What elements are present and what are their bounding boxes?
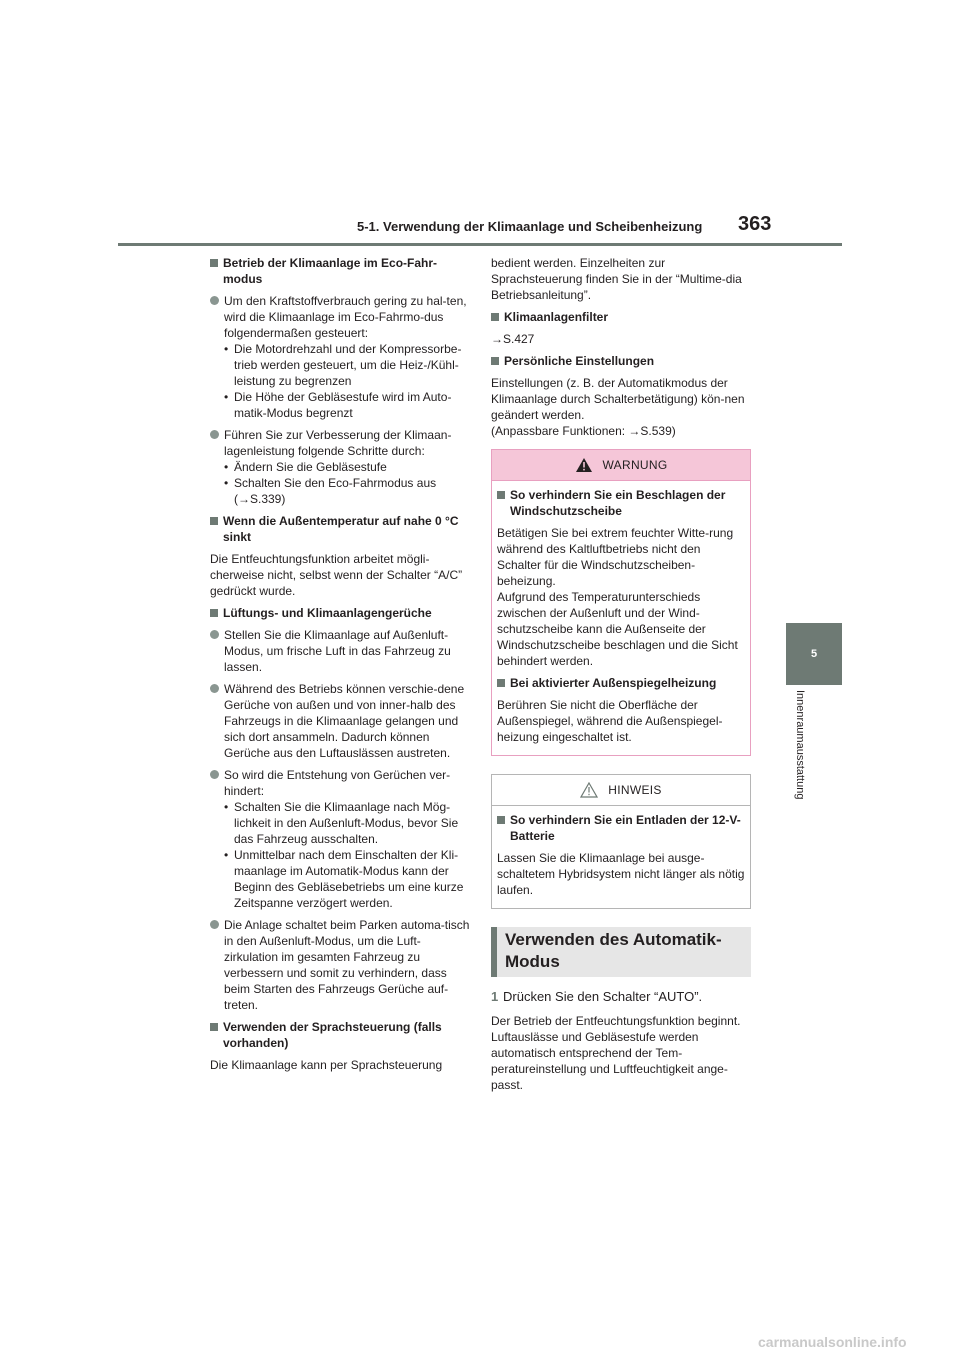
section-title: Verwenden des Automatik-Modus: [491, 927, 751, 977]
section-heading: So verhindern Sie ein Entladen der 12-V-Batterie: [497, 812, 745, 844]
chapter-tab[interactable]: [786, 623, 842, 685]
step-text: Drücken Sie den Schalter “AUTO”.: [503, 989, 703, 1004]
page-number: 363: [738, 213, 772, 235]
section-heading: Wenn die Außentemperatur auf nahe 0 °C sinkt: [210, 513, 472, 545]
bullet-item: Führen Sie zur Verbesserung der Klimaan-lagenleistung folgende Schritte durch: • Ändern Sie die Gebläsestufe • Schalten Sie den Eco-Fahrmodus aus (→S.339): [210, 427, 472, 507]
circle-bullet-icon: [210, 296, 219, 305]
bullet-item: Die Anlage schaltet beim Parken automa-tisch in den Außenluft-Modus, um die Luft-zirkulation im gesamten Fahrzeug zu verbessern und somit zu verhindern, dass beim Starten des Fahrzeugs Gerüche auf-treten.: [210, 917, 472, 1013]
paragraph: Betätigen Sie bei extrem feuchter Witte-rung während des Kaltluftbetriebs nicht den Schalter für die Windschutzscheiben-beheizung.: [497, 526, 734, 588]
section-heading: Persönliche Einstellungen: [491, 353, 751, 369]
step-number: 1: [491, 989, 499, 1004]
paragraph: Lassen Sie die Klimaanlage bei ausge-schaltetem Hybridsystem nicht länger als nötig laufen.: [497, 851, 745, 897]
circle-bullet-icon: [210, 630, 219, 639]
step-item: [491, 989, 751, 1005]
section-heading: Klimaanlagenfilter: [491, 309, 751, 325]
paragraph: Der Betrieb der Entfeuchtungsfunktion beginnt. Luftauslässe und Gebläsestufe werden automatisch entsprechend der Tem-peratureinstellung und Luftfeuchtigkeit ange-passt.: [491, 1014, 741, 1092]
sub-list-item[interactable]: • Schalten Sie den Eco-Fahrmodus aus (→S.339): [224, 476, 437, 506]
bullet-item: Stellen Sie die Klimaanlage auf Außenluft-Modus, um frische Luft in das Fahrzeug zu lassen.: [210, 627, 472, 675]
square-bullet-icon: [497, 491, 505, 499]
page-reference-link[interactable]: →S.427: [491, 332, 535, 346]
warning-title: WARNUNG: [602, 458, 668, 472]
section-heading: Lüftungs- und Klimaanlagengerüche: [210, 605, 472, 621]
chapter-tab-number: 5: [810, 648, 818, 660]
page-reference-link[interactable]: (Anpassbare Funktionen: →S.539): [491, 424, 676, 438]
circle-bullet-icon: [210, 684, 219, 693]
warning-triangle-icon: [575, 457, 593, 473]
sub-list-item: • Die Motordrehzahl und der Kompressorbe-trieb werden gesteuert, um die Heiz-/Kühl-leistung zu begrenzen: [224, 342, 462, 388]
paragraph: bedient werden. Einzelheiten zur Sprachsteuerung finden Sie in der “Multime-dia Betriebsanleitung”.: [491, 256, 742, 302]
square-bullet-icon: [491, 357, 499, 365]
bullet-item: Um den Kraftstoffverbrauch gering zu hal-ten, wird die Klimaanlage im Eco-Fahrmo-dus folgendermaßen gesteuert: • Die Motordrehzahl und der Kompressorbe-trieb werden gesteuert, um die Heiz-/Kühl-leistung zu begrenzen • Die Höhe der Gebläsestufe wird im Auto-matik-Modus begrenzt: [210, 293, 472, 421]
square-bullet-icon: [210, 1023, 218, 1031]
circle-bullet-icon: [210, 920, 219, 929]
warning-box: [491, 449, 751, 756]
chapter-title: 5-1. Verwendung der Klimaanlage und Scheibenheizung: [357, 219, 703, 234]
sub-list-item: • Unmittelbar nach dem Einschalten der Kli-maanlage im Automatik-Modus kann der Beginn des Gebläsebetriebs um eine kurze Zeitspanne verzögert werden.: [224, 848, 464, 910]
sub-list-item: • Schalten Sie die Klimaanlage nach Mög-lichkeit in den Außenluft-Modus, bevor Sie das Fahrzeug ausschalten.: [224, 800, 459, 846]
caution-triangle-icon: [580, 782, 598, 798]
section-heading: Verwenden der Sprachsteuerung (falls vorhanden): [210, 1019, 472, 1051]
warning-header: [492, 450, 750, 481]
circle-bullet-icon: [210, 430, 219, 439]
section-heading: So verhindern Sie ein Beschlagen der Windschutzscheibe: [497, 487, 745, 519]
square-bullet-icon: [497, 816, 505, 824]
notice-box: [491, 774, 751, 909]
square-bullet-icon: [497, 679, 505, 687]
paragraph: Aufgrund des Temperaturunterschieds zwischen der Außenluft und der Wind-schutzscheibe kann die Außenseite der Windschutzscheibe beschlagen und die Sicht behindert werden.: [497, 590, 738, 668]
sub-list-item: • Ändern Sie die Gebläsestufe: [224, 460, 387, 474]
bullet-item: Während des Betriebs können verschie-dene Gerüche von außen und von inner-halb des Fahrzeugs in die Klimaanlage gelangen und sich dort ansammeln. Dadurch können Gerüche aus den Luftauslässen austreten.: [210, 681, 472, 761]
sub-list-item: • Die Höhe der Gebläsestufe wird im Auto-matik-Modus begrenzt: [224, 390, 452, 420]
square-bullet-icon: [210, 517, 218, 525]
page-header: [0, 0, 960, 250]
watermark: carmanualsonline.info: [758, 1334, 907, 1350]
square-bullet-icon: [210, 609, 218, 617]
square-bullet-icon: [210, 259, 218, 267]
paragraph: Berühren Sie nicht die Oberfläche der Außenspiegel, während die Außenspiegel-heizung eingeschaltet ist.: [497, 698, 723, 744]
square-bullet-icon: [491, 313, 499, 321]
paragraph: Die Klimaanlage kann per Sprachsteuerung: [210, 1058, 443, 1072]
paragraph: Einstellungen (z. B. der Automatikmodus der Klimaanlage durch Schalterbetätigung) kön-nen geändert werden.: [491, 376, 745, 422]
chapter-tab-label: Innenraumausstattung: [794, 690, 806, 800]
right-column: [491, 255, 751, 1099]
circle-bullet-icon: [210, 770, 219, 779]
section-heading: Bei aktivierter Außenspiegelheizung: [497, 675, 745, 691]
notice-title: HINWEIS: [608, 783, 662, 797]
bullet-item: So wird die Entstehung von Gerüchen ver-hindert: • Schalten Sie die Klimaanlage nach Mög-lichkeit in den Außenluft-Modus, bevor Sie das Fahrzeug ausschalten. • Unmittelbar nach dem Einschalten der Kli-maanlage im Automatik-Modus kann der Beginn des Gebläsebetriebs um eine kurze Zeitspanne verzögert werden.: [210, 767, 472, 911]
paragraph: Die Entfeuchtungsfunktion arbeitet mögli-cherweise nicht, selbst wenn der Schalter “A/C” gedrückt wurde.: [210, 552, 463, 598]
notice-header: [492, 775, 750, 806]
section-heading: Betrieb der Klimaanlage im Eco-Fahr-modus: [210, 255, 472, 287]
header-rule: [118, 243, 842, 246]
left-column: [210, 255, 472, 1079]
